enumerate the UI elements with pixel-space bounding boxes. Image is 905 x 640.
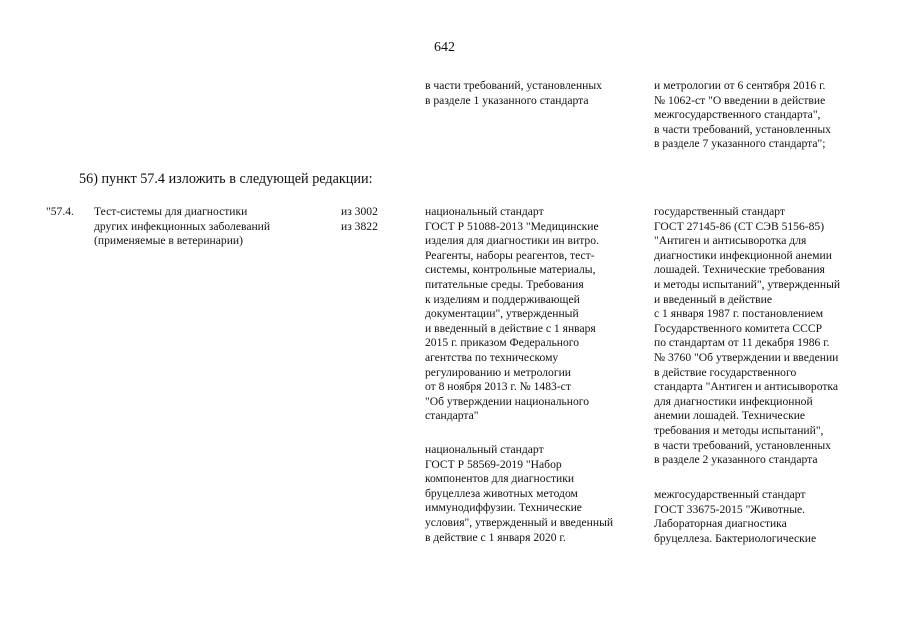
national-standard-1: национальный стандарт ГОСТ Р 51088-2013 "Медицинские изделия для диагностики ин витро. Реагенты, наборы реагентов, тест- системы, контрольные материалы, питательные среды. Требования к изделиям и поддерживающей документации", утвержденный и введенный в действие с 1 января 2015 г. приказом Федерального агентства по техническому регулированию и метрологии от 8 ноября 2013 г. № 1483-ст "Об утверждении национального стандарта" [425, 205, 599, 423]
national-standard-2: национальный стандарт ГОСТ Р 58569-2019 "Набор компонентов для диагностики бруцеллеза животных методом иммунодиффузии. Технические условия", утвержденный и введенный в действие с 1 января 2020 г. [425, 443, 614, 544]
continuation-state-text: и метрологии от 6 сентября 2016 г. № 1062-ст "О введении в действие межгосударственного стандарта", в части требований, установленных в разделе 7 указанного стандарта"; [654, 79, 831, 151]
product-name: Тест-системы для диагностики других инфекционных заболеваний (применяемые в ветеринарии) [94, 205, 271, 248]
customs-codes: из 3002 из 3822 [341, 205, 378, 233]
page-number: 642 [434, 40, 455, 55]
amendment-heading: 56) пункт 57.4 изложить в следующей редакции: [79, 171, 373, 187]
state-standard-1: государственный стандарт ГОСТ 27145-86 (СТ СЭВ 5156-85) "Антиген и антисыворотка для диагностики инфекционной анемии лошадей. Технические требования и методы испытаний", утвержденный и введенный в действие с 1 января 1987 г. постановлением Государственного комитета СССР по стандартам от 11 декабря 1986 г. № 3760 "Об утверждении и введении в действие государственного стандарта "Антиген и антисыворотка для диагностики инфекционной анемии лошадей. Технические требования и методы испытаний", в части требований, установленных в разделе 2 указанного стандарта [654, 205, 841, 467]
item-number: "57.4. [46, 205, 74, 218]
continuation-national-text: в части требований, установленных в разделе 1 указанного стандарта [425, 79, 602, 107]
state-standard-2: межгосударственный стандарт ГОСТ 33675-2015 "Животные. Лабораторная диагностика бруцеллеза. Бактериологические [654, 488, 817, 545]
